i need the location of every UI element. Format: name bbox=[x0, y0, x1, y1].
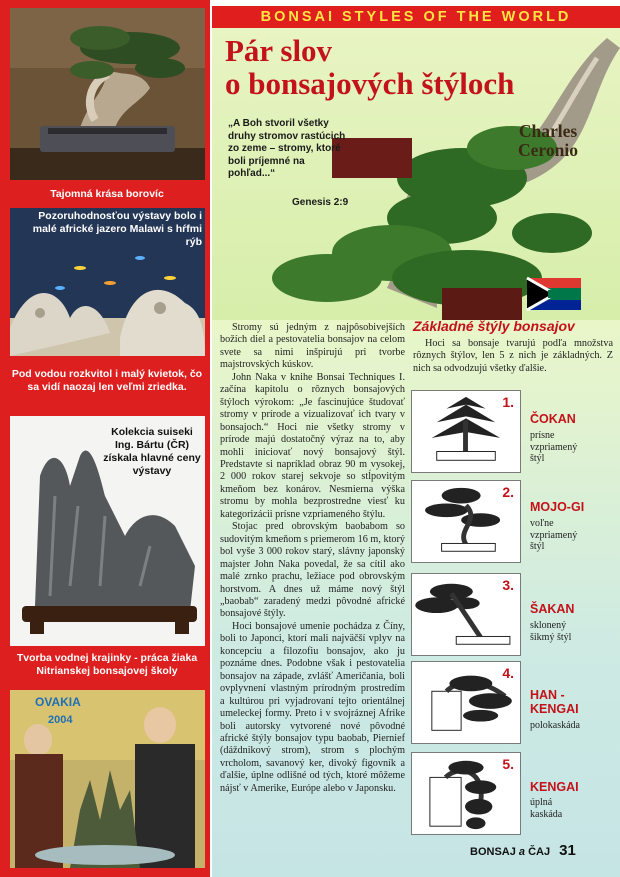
expo-photo bbox=[10, 690, 205, 868]
style-name: ŠAKAN bbox=[530, 602, 575, 616]
page-footer bbox=[470, 842, 576, 859]
style-description: prísne vzpriamený štýl bbox=[530, 430, 578, 464]
expo-image bbox=[10, 690, 205, 868]
expo-banner-text: OVAKIA bbox=[35, 695, 81, 709]
caption-flower: Pod vodou rozkvitol i malý kvietok, čo sa vidí naozaj len veľmi zriedka. bbox=[11, 368, 203, 393]
style-description: sklonený šikmý štýl bbox=[530, 620, 572, 643]
paragraph: Stojac pred obrovským baobabom so sudovitým kmeňom s priemerom 16 m, ktorý bol vyše 3 000 rokov starý, slávny japonský majster John Naka povedal, že sa cítil ako malé zrnko prachu, ležiace pod obrovským horstvom. A dnes už máme nový štýl „baobab“ zaradený medzi pôvodné africké bonsajové štýly. bbox=[220, 521, 405, 620]
magazine-name: BONSAJ bbox=[470, 846, 516, 858]
suiseki-photo bbox=[10, 416, 205, 646]
style-number: 1. bbox=[502, 394, 514, 410]
style-name: MOJO-GI bbox=[530, 500, 585, 514]
caption-aquarium: Pozoruhodnosťou výstavy bolo i malé africké jazero Malawi s hŕfmi rýb bbox=[32, 210, 202, 248]
series-band bbox=[212, 6, 620, 28]
quote-source: Genesis 2:9 bbox=[292, 197, 349, 208]
style-illustration-chokan bbox=[411, 390, 521, 473]
caption-pine: Tajomná krása borovíc bbox=[50, 188, 164, 200]
style-illustration-shakan bbox=[411, 573, 521, 656]
style-description: voľne vzpriamený štýl bbox=[530, 518, 578, 552]
style-number: 5. bbox=[502, 756, 514, 772]
magazine-name-end: ČAJ bbox=[528, 846, 551, 858]
opening-quote: „A Boh stvoril všetky druhy stromov rastúcich zo zeme – stromy, ktoré boli príjemné na pohľad...“ bbox=[228, 118, 346, 179]
style-number: 2. bbox=[502, 484, 514, 500]
magazine-name-connector: a bbox=[518, 846, 526, 858]
style-number: 3. bbox=[502, 577, 514, 593]
pine-bonsai-image bbox=[10, 8, 205, 180]
section-title: Základné štýly bonsajov bbox=[413, 318, 575, 334]
style-illustration-han-kengai bbox=[411, 661, 521, 744]
style-description: polokaskáda bbox=[530, 720, 580, 731]
author-first-name: Charles bbox=[518, 121, 578, 141]
author-name bbox=[498, 122, 598, 160]
caption-suiseki: Kolekcia suiseki Ing. Bártu (ČR) získala hlavné ceny výstavy bbox=[103, 426, 201, 477]
paragraph: John Naka v knihe Bonsai Techniques I. začína kapitolu o rôznych bonsajových štýloch výrokom: „Je fascinujúce študovať stromy v prírode a vizualizovať ich tvary v bonsajoch.“ Hoci nie všetky stromy v prírode majú dostatočný výraz na to, aby mohli iniciovať nový bonsajový štýl. Predstavte si napríklad obraz 90 m vysokej, 2 000 rokov starej sekvoje so stĺpovitým kmeňom bez konárov. Nesmierna výška stromu by mohla bezprostredne viesť ku kategorizácii prísne vzpriameného štýlu. bbox=[220, 371, 405, 520]
paragraph: Stromy sú jedným z najpôsobivejších božích diel a pestovatelia bonsajov na celom svete sa nimi inšpirujú pri tvorbe majstrovských kúskov. bbox=[220, 322, 405, 371]
aquarium-photo bbox=[10, 208, 205, 356]
style-illustration-kengai bbox=[411, 752, 521, 835]
page-number: 31 bbox=[559, 842, 576, 859]
headline-line2: o bonsajových štýloch bbox=[225, 66, 515, 101]
style-number: 4. bbox=[502, 665, 514, 681]
caption-water-landscape: Tvorba vodnej krajinky - práca žiaka Nitrianskej bonsajovej školy bbox=[16, 652, 198, 677]
section-intro: Hoci sa bonsaje tvarujú podľa množstva rôznych štýlov, len 5 z nich je základných. Z nich sa odvodzujú všetky ďalšie. bbox=[413, 338, 613, 374]
style-name: KENGAI bbox=[530, 780, 579, 794]
pine-bonsai-photo bbox=[10, 8, 205, 180]
expo-banner-year: 2004 bbox=[48, 714, 73, 726]
headline bbox=[225, 34, 605, 100]
south-africa-flag-icon bbox=[527, 278, 581, 310]
paragraph: Hoci bonsajové umenie pochádza z Číny, boli to Japonci, ktorí mali najväčší vplyv na koncepciu a filozofiu bonsajov, ako ju poznáme dnes. Podobne však i pestovatelia bonsajov na západe, zvlášť Američania, boli ovplyvnení vlastným prírodným prostredím a kultúrou pri vyjadrovaní tejto orientálnej umeleckej formy. Preto i v svojráznej Afrike boli autorsky vytvorené nové pôvodné africké štýly bonsajov typu baobab, Piernief (dáždnikový strom), strom s plochým vrcholom, savanový ker, divoký figovník a ďalšie, úplne odlišné od tých, ktoré môžeme nájsť v Amerike, Európe alebo v Japonsku. bbox=[220, 620, 405, 794]
style-description: úplná kaskáda bbox=[530, 797, 563, 820]
article-body bbox=[220, 322, 405, 795]
headline-line1: Pár slov bbox=[225, 33, 333, 68]
style-illustration-moyogi bbox=[411, 480, 521, 563]
style-name: ČOKAN bbox=[530, 412, 576, 426]
author-last-name: Ceronio bbox=[518, 140, 578, 160]
style-name: HAN -KENGAI bbox=[530, 688, 579, 716]
series-title: BONSAI STYLES OF THE WORLD bbox=[260, 9, 572, 25]
